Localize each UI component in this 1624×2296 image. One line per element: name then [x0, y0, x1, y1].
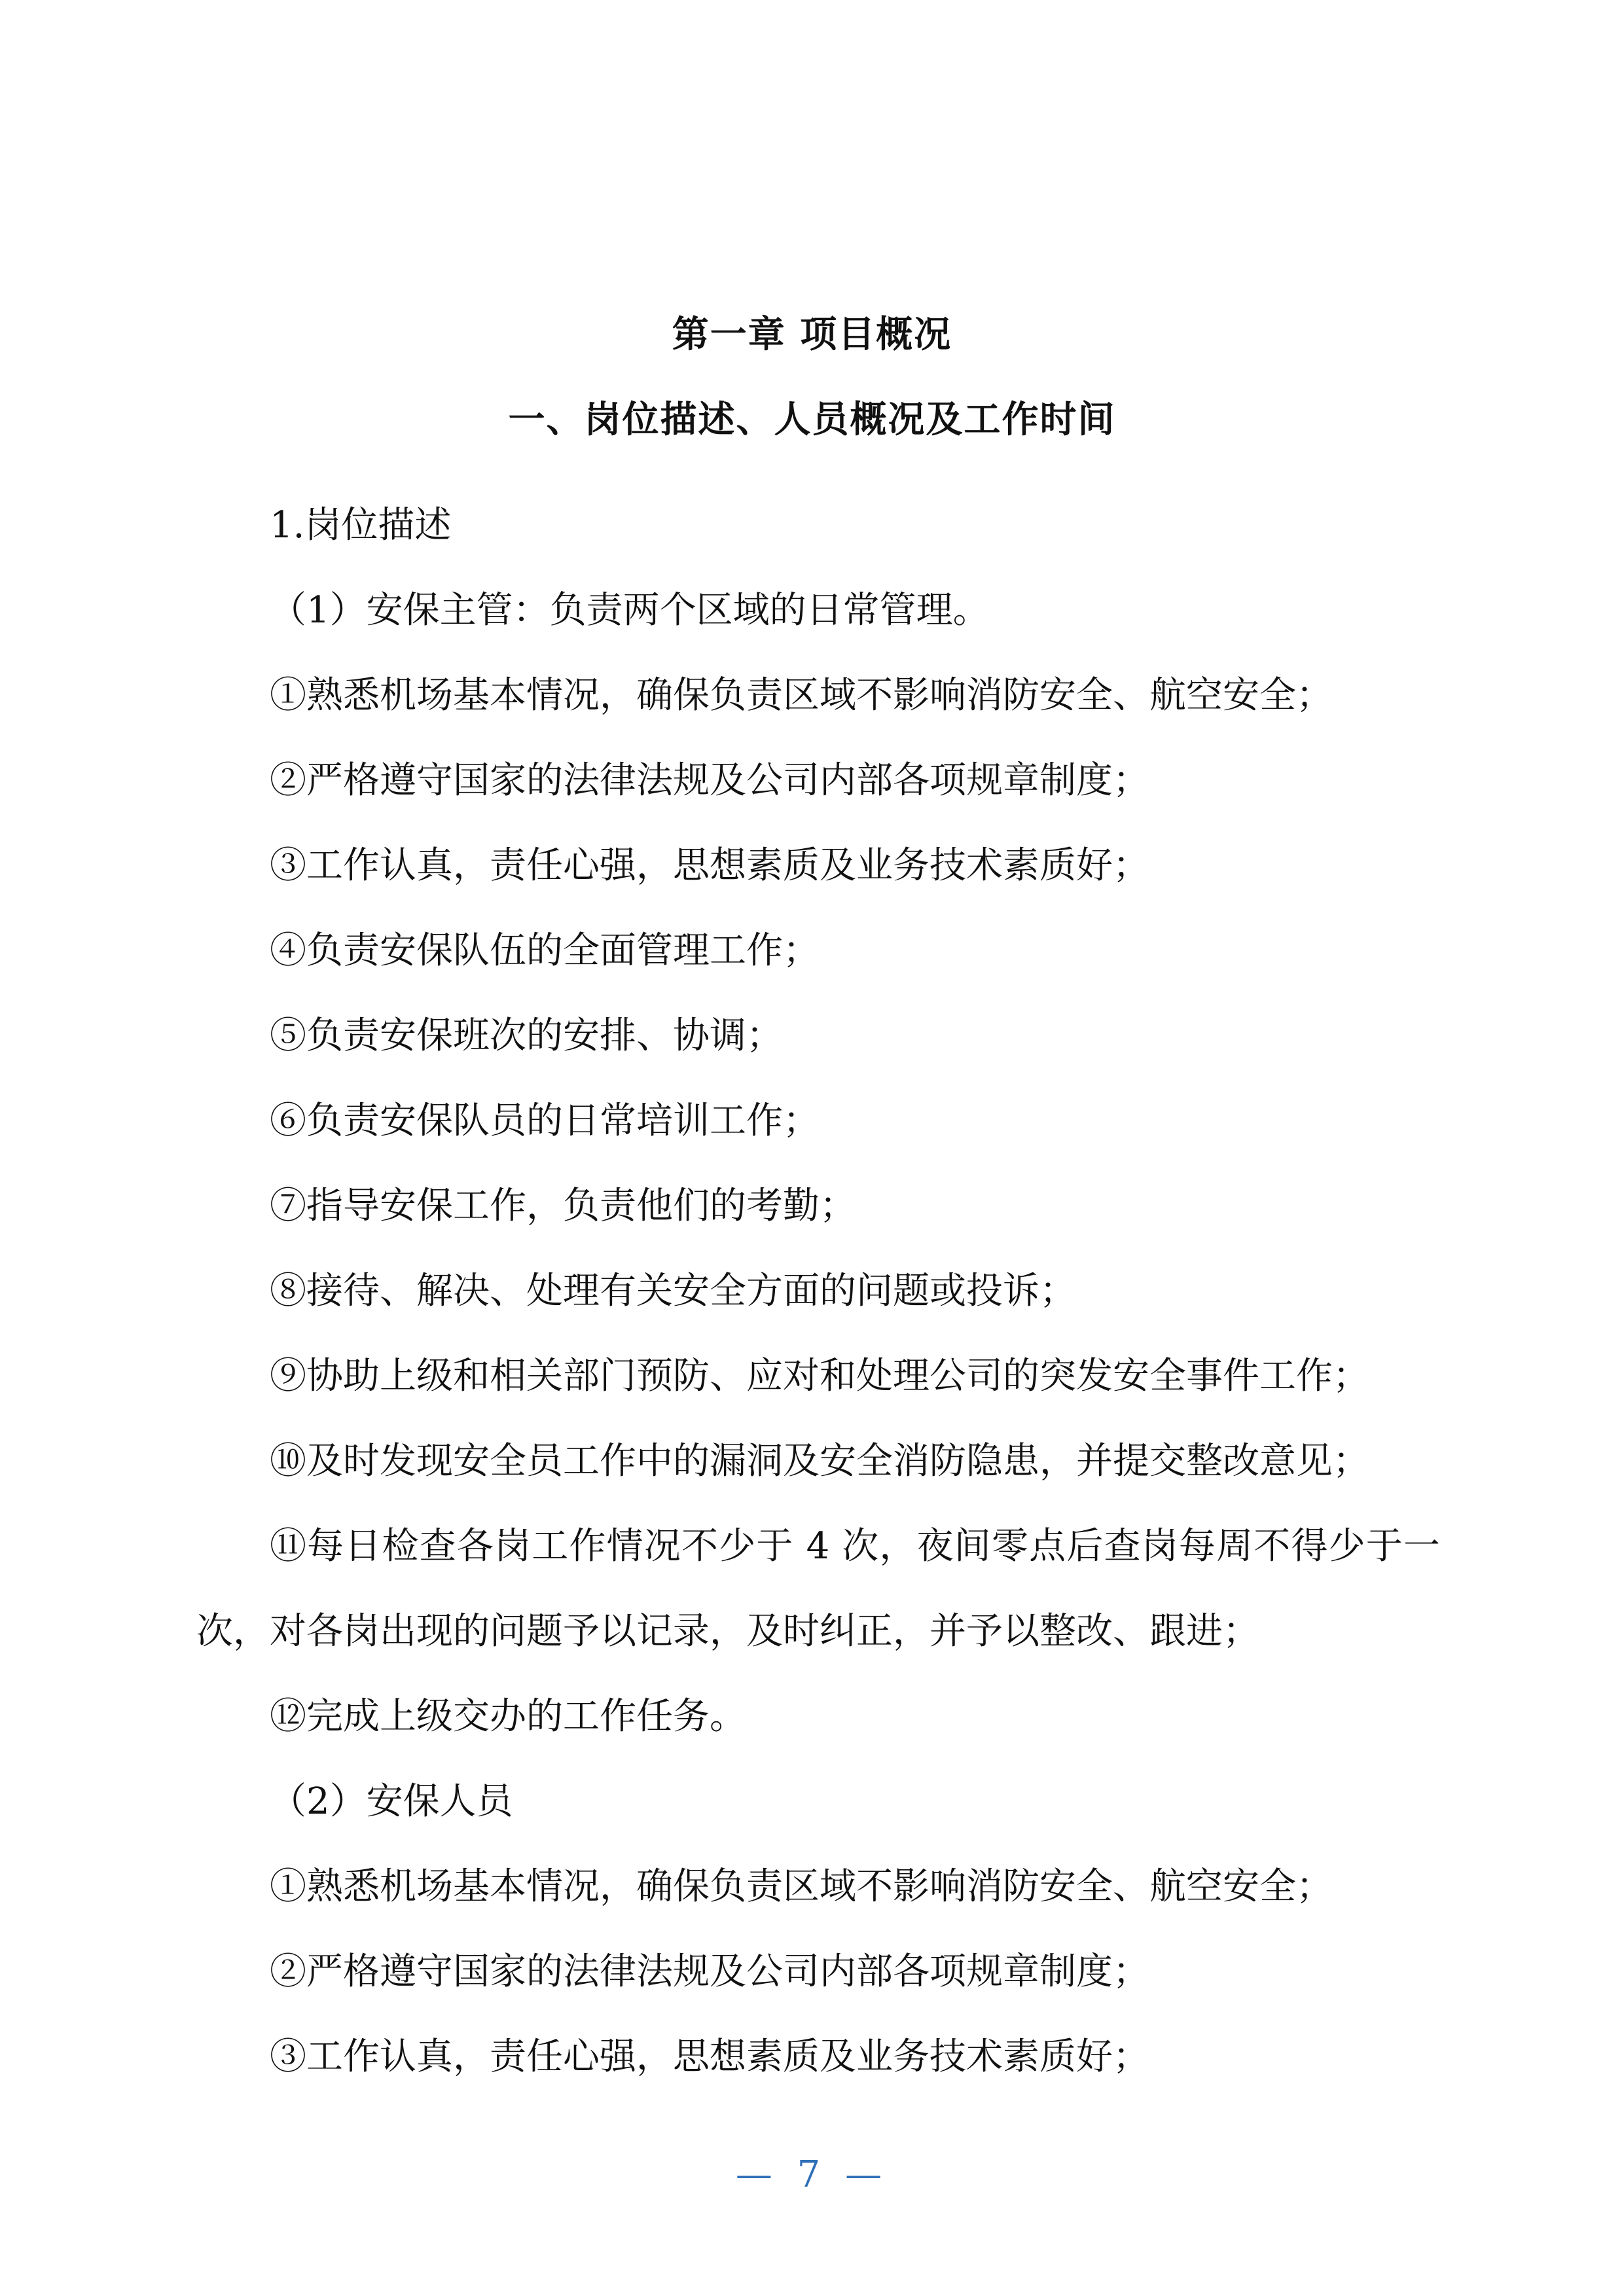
paragraph-item: ④负责安保队伍的全面管理工作；: [270, 929, 820, 972]
paragraph-item: ③工作认真，责任心强，思想素质及业务技术素质好；: [270, 844, 1149, 887]
paragraph-item: ⑥负责安保队员的日常培训工作；: [270, 1100, 820, 1142]
chapter-title: 第一章 项目概况: [672, 313, 952, 356]
paragraph-role-heading: （2）安保人员: [270, 1780, 513, 1823]
paragraph-item: ②严格遵守国家的法律法规及公司内部各项规章制度；: [270, 1950, 1149, 1993]
paragraph-item: ⑦指导安保工作，负责他们的考勤；: [270, 1185, 856, 1227]
paragraph-role-heading: （1）安保主管：负责两个区域的日常管理。: [270, 589, 990, 632]
paragraph-item: ⑫完成上级交办的工作任务。: [270, 1695, 746, 1738]
section-title: 一、岗位描述、人员概况及工作时间: [508, 398, 1116, 441]
paragraph-item-multiline: ⑪每日检查各岗工作情况不少于 4 次，夜间零点后查岗每周不得少于一次，对各岗出现的问题予以记录，及时纠正，并予以整改、跟进；: [196, 1525, 1440, 1653]
paragraph-item: ②严格遵守国家的法律法规及公司内部各项规章制度；: [270, 759, 1149, 802]
paragraph-subheading: 1.岗位描述: [270, 504, 452, 547]
page-number: — 7 —: [735, 2153, 889, 2196]
paragraph-item: ⑨协助上级和相关部门预防、应对和处理公司的突发安全事件工作；: [270, 1355, 1369, 1397]
paragraph-item: ③工作认真，责任心强，思想素质及业务技术素质好；: [270, 2036, 1149, 2078]
paragraph-item: ①熟悉机场基本情况，确保负责区域不影响消防安全、航空安全；: [270, 1865, 1333, 1908]
paragraph-item: ⑧接待、解决、处理有关安全方面的问题或投诉；: [270, 1270, 1076, 1312]
body-text: [196, 483, 1440, 2100]
paragraph-item: ⑩及时发现安全员工作中的漏洞及安全消防隐患，并提交整改意见；: [270, 1440, 1369, 1482]
paragraph-item: ⑤负责安保班次的安排、协调；: [270, 1014, 783, 1057]
paragraph-item: ①熟悉机场基本情况，确保负责区域不影响消防安全、航空安全；: [270, 674, 1333, 717]
